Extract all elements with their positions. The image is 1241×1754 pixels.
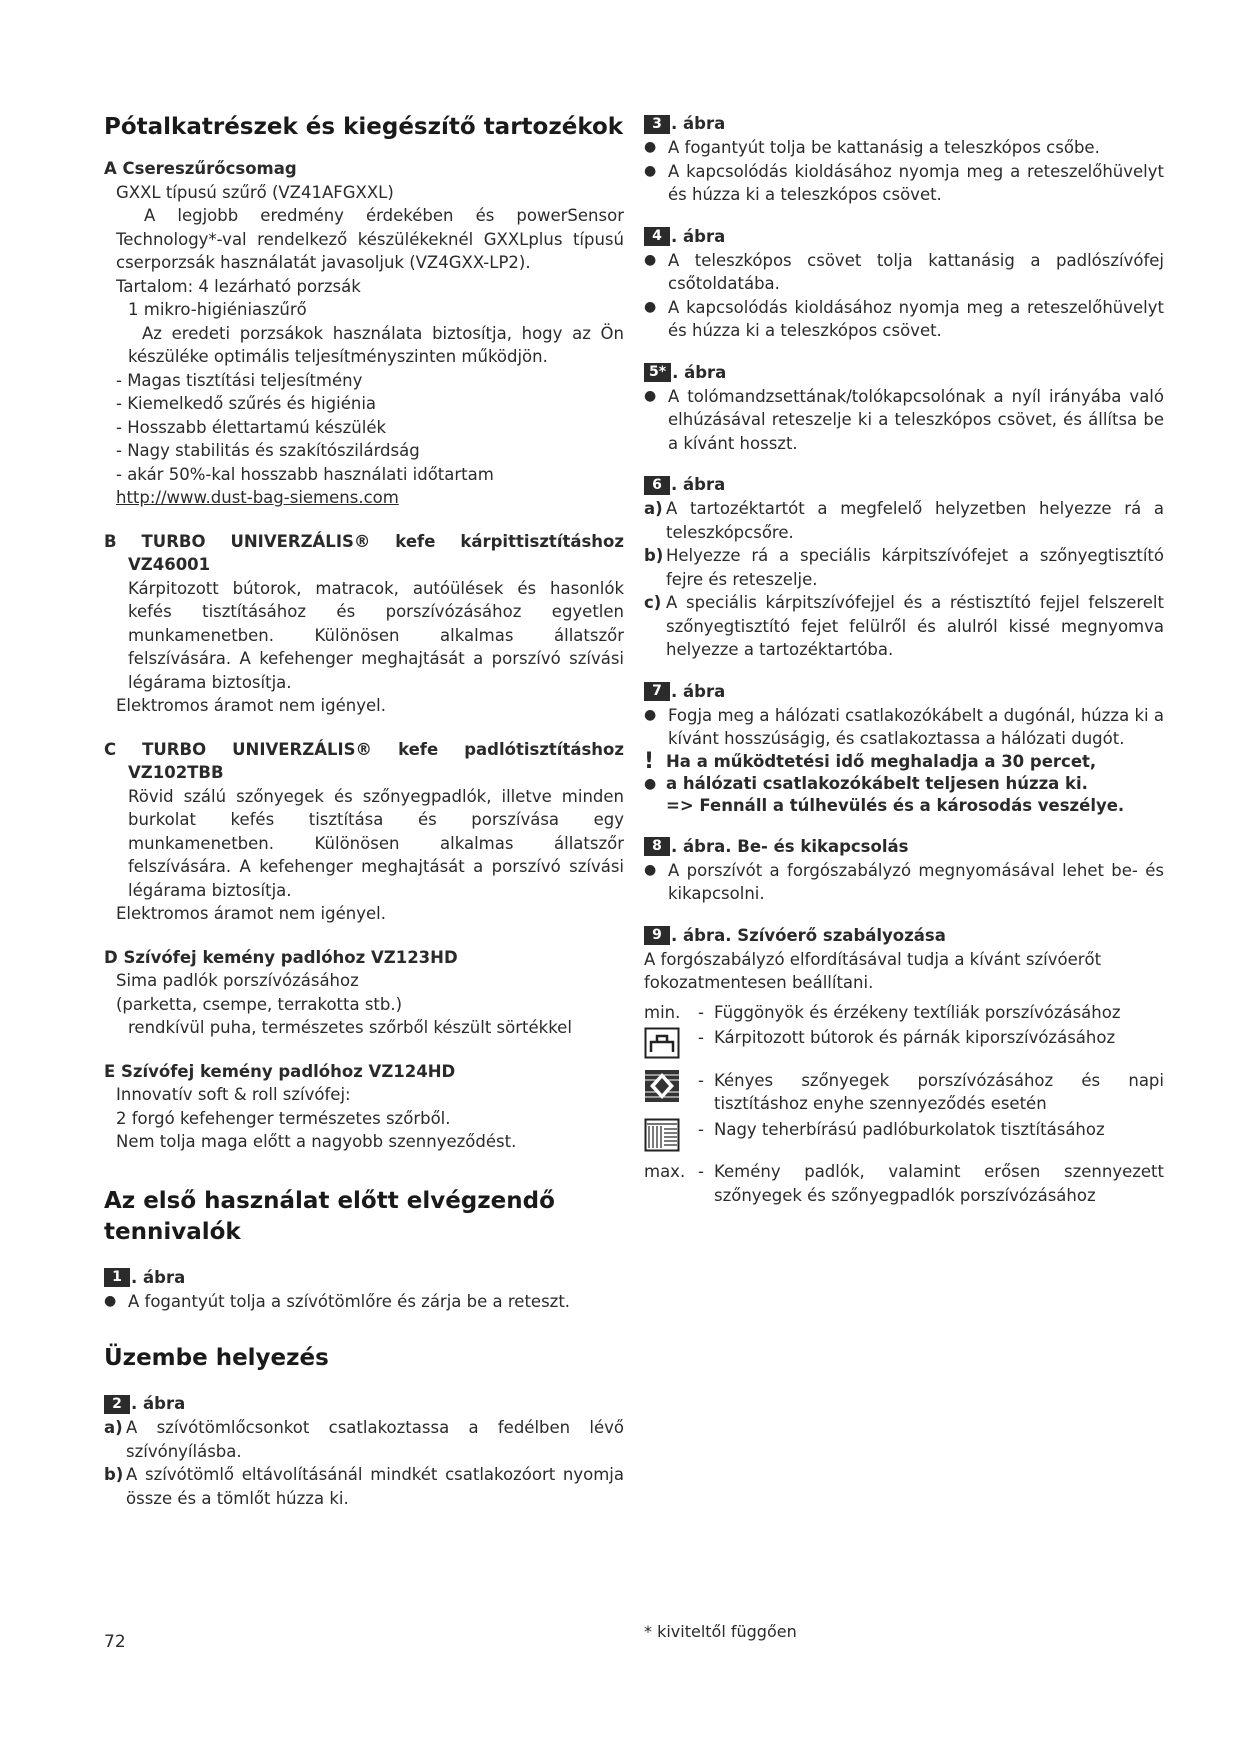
step-item — [104, 1416, 624, 1463]
list-item: - Magas tisztítási teljesítmény — [116, 370, 363, 390]
bullet-icon: ● — [644, 162, 657, 179]
bullet-item — [644, 704, 1164, 751]
warning-line — [644, 748, 1164, 774]
bullet-icon: ● — [644, 387, 657, 404]
step-key: b) — [644, 546, 664, 565]
section-b-code: VZ46001 — [128, 555, 211, 574]
step-item — [644, 544, 1164, 591]
warning-text: Ha a működtetési idő meghaladja a 30 percet, — [666, 751, 1097, 771]
figure-5-caption — [644, 361, 1164, 385]
figure-number-badge: 3 — [644, 115, 670, 134]
section-a-line1: GXXL típusú szűrő (VZ41AFGXXL) — [116, 182, 394, 202]
bullet-icon: ● — [644, 298, 657, 315]
step-key: a) — [644, 499, 663, 518]
bullet-text: A tolómandzsettának/tolókapcsolónak a nyíl irányába való elhúzásával reteszelje ki a teleszkópos csövet, és állítsa be a kívánt hosszt. — [668, 386, 1164, 453]
list-item: - akár 50%-kal hosszabb használati időtartam — [116, 464, 494, 484]
section-a-contents: Tartalom: 4 lezárható porzsák — [116, 276, 361, 296]
step-item — [644, 497, 1164, 544]
bullet-item — [644, 296, 1164, 343]
figure-8-caption — [644, 835, 1164, 859]
suction-mode-min: min. - Függönyök és érzékeny textíliák porszívózásához — [644, 1001, 1164, 1025]
section-e-line1: Innovatív soft & roll szívófej: — [116, 1085, 351, 1104]
step-key: b) — [104, 1465, 124, 1484]
section-b-note: Elektromos áramot nem igényel. — [116, 696, 386, 715]
suction-mode-max: max. - Kemény padlók, valamint erősen szennyezett szőnyegek és szőnyegpadlók porszívózásához — [644, 1160, 1164, 1207]
figure-label: . ábra — [671, 475, 726, 494]
heading-commissioning: Üzembe helyezés — [104, 1345, 329, 1371]
warning-text: a hálózati csatlakozókábelt teljesen húzza ki. — [666, 773, 1088, 793]
bullet-item — [104, 1290, 624, 1314]
section-a-title: A Csereszűrőcsomag — [104, 159, 297, 178]
right-column — [644, 112, 1164, 1207]
step-text: A speciális kárpitszívófejjel és a réstisztító fejjel felszerelt szőnyegtisztító fejet felülről és alulról kissé megnyomva helyezze a tartozéktartóba. — [666, 593, 1164, 659]
figure-number-badge: 6 — [644, 476, 670, 495]
figure-number-badge: 1 — [104, 1268, 130, 1287]
figure-9-caption — [644, 924, 1164, 948]
step-item — [644, 591, 1164, 662]
bullet-icon: ● — [644, 139, 657, 155]
heading-spare-parts: Pótalkatrészek és kiegészítő tartozékok — [104, 114, 624, 140]
figure-label: . ábra — [671, 681, 726, 701]
figure-number-badge: 5* — [644, 363, 671, 382]
suction-mode-floor: - Nagy teherbírású padlóburkolatok tisztításához — [644, 1118, 1164, 1159]
list-item: - Nagy stabilitás és szakítószilárdság — [116, 441, 420, 460]
page-number: 72 — [104, 1632, 126, 1652]
section-b-body: Kárpitozott bútorok, matracok, autóülések és hasonlók kefés tisztításához és porszívózásához egyetlen munkamenetben. Különösen alkalmas állatszőr felszívására. A kefehenger meghajtását a porszívó szívási légárama biztosítja. — [128, 578, 624, 692]
section-a-line5: Az eredeti porzsákok használata biztosítja, hogy az Ön készüléke optimális teljesítményszinten működjön. — [128, 323, 624, 366]
list-item: - Kiemelkedő szűrés és higiénia — [116, 394, 377, 413]
bullet-text: A kapcsolódás kioldásához nyomja meg a reteszelőhüvelyt és húzza ki a teleszkópos csövet. — [668, 161, 1164, 204]
section-e-line3: Nem tolja maga előtt a nagyobb szennyeződést. — [116, 1132, 517, 1151]
figure-3-caption — [644, 112, 1164, 136]
figure-2-caption — [104, 1392, 624, 1416]
bullet-icon: ● — [644, 251, 657, 268]
section-e-line2: 2 forgó kefehenger természetes szőrből. — [116, 1108, 451, 1128]
section-d-line2: (parketta, csempe, terrakotta stb.) — [116, 994, 403, 1014]
section-d-line1: Sima padlók porszívózásához — [116, 971, 359, 990]
bullet-icon: ● — [644, 706, 657, 723]
bullet-icon: ● — [644, 861, 657, 878]
bullet-icon: ● — [104, 1292, 117, 1309]
bullet-item — [644, 136, 1164, 160]
warning-text: => Fennáll a túlhevülés és a károsodás veszélye. — [666, 795, 1125, 815]
floor-tiles-icon — [644, 1118, 698, 1159]
figure-7-caption — [644, 680, 1164, 704]
step-item — [104, 1463, 624, 1510]
warning-line — [644, 773, 1164, 795]
step-text: A szívótömlő eltávolításánál mindkét csatlakozóort nyomja össze és a tömlőt húzza ki. — [126, 1465, 624, 1508]
figure-label: . ábra — [671, 114, 726, 133]
section-b-title: B TURBO UNIVERZÁLIS® kefe kárpittisztításhoz — [104, 531, 624, 551]
suction-intro: A forgószabályzó elfordításával tudja a kívánt szívóerőt fokozatmentesen beállítani. — [644, 949, 1102, 992]
section-c-note: Elektromos áramot nem igényel. — [116, 904, 386, 923]
figure-4-caption — [644, 225, 1164, 249]
left-column — [104, 112, 624, 1510]
section-a-filter: 1 mikro-higiéniaszűrő — [128, 300, 307, 319]
figure-number-badge: 4 — [644, 227, 670, 246]
min-label: min. — [644, 1002, 681, 1022]
section-e-title: E Szívófej kemény padlóhoz VZ124HD — [104, 1061, 456, 1081]
section-d-title: D Szívófej kemény padlóhoz VZ123HD — [104, 947, 458, 967]
carpet-diamond-icon — [644, 1069, 698, 1116]
bullet-icon: ● — [644, 775, 657, 792]
figure-label: . ábra — [672, 362, 727, 382]
bullet-item — [644, 160, 1164, 207]
figure-number-badge: 9 — [644, 926, 670, 945]
section-d — [104, 946, 624, 1040]
section-c-body: Rövid szálú szőnyegek és szőnyegpadlók, illetve minden burkolat kefés tisztítása és porszívása egy munkamenetben. Különösen alkalmas állatszőr felszívására. A kefehenger meghajtását a porszívó szívási légárama biztosítja. — [128, 786, 624, 900]
figure-label: . ábra. Be- és kikapcsolás — [671, 836, 909, 856]
figure-label: . ábra — [131, 1267, 186, 1287]
bullet-item — [644, 385, 1164, 456]
dust-bag-link[interactable]: http://www.dust-bag-siemens.com — [116, 488, 399, 507]
step-key: c) — [644, 593, 662, 612]
section-a — [104, 157, 624, 510]
figure-number-badge: 7 — [644, 682, 670, 701]
section-a-line2: A legjobb eredmény érdekében és powerSensor Technology*-val rendelkező készülékeknél GXXLplus típusú cserporzsák használatát javasoljuk (VZ4GXX-LP2). — [116, 206, 624, 272]
step-text: Helyezze rá a speciális kárpitszívófejet a szőnyegtisztító fejre és reteszelje. — [666, 546, 1164, 589]
bullet-item — [644, 249, 1164, 296]
footnote: * kiviteltől függően — [644, 1622, 797, 1641]
mode-text: Kárpitozott bútorok és párnák kiporszívózásához — [714, 1028, 1116, 1047]
mode-text: Kényes szőnyegek porszívózásához és napi tisztításhoz enyhe szennyeződés esetén — [714, 1070, 1164, 1113]
bullet-text: A fogantyút tolja a szívótömlőre és zárja be a reteszt. — [128, 1291, 571, 1311]
bullet-text: A kapcsolódás kioldásához nyomja meg a reteszelőhüvelyt és húzza ki a teleszkópos csövet. — [668, 297, 1164, 340]
max-label: max. — [644, 1162, 686, 1181]
list-item: - Hosszabb élettartamú készülék — [116, 417, 387, 437]
section-d-line3: rendkívül puha, természetes szőrből készült sörtékkel — [128, 1018, 572, 1037]
mode-text: Nagy teherbírású padlóburkolatok tisztításához — [714, 1119, 1105, 1139]
section-b — [104, 530, 624, 718]
bullet-text: A fogantyút tolja be kattanásig a teleszkópos csőbe. — [668, 138, 1100, 157]
mode-text: Kemény padlók, valamint erősen szennyezett szőnyegek és szőnyegpadlók porszívózásához — [714, 1162, 1164, 1205]
step-key: a) — [104, 1418, 123, 1437]
step-text: A szívótömlőcsonkot csatlakoztassa a fedélben lévő szívónyílásba. — [126, 1418, 624, 1461]
exclamation-icon: ! — [644, 748, 655, 774]
figure-label: . ábra. Szívóerő szabályozása — [671, 925, 946, 945]
step-text: A tartozéktartót a megfelelő helyzetben helyezze rá a teleszkópcsőre. — [666, 499, 1164, 542]
section-c-title: C TURBO UNIVERZÁLIS® kefe padlótisztításhoz — [104, 739, 624, 759]
section-c — [104, 738, 624, 926]
bullet-item — [644, 859, 1164, 906]
figure-number-badge: 8 — [644, 837, 670, 856]
figure-number-badge: 2 — [104, 1395, 130, 1414]
heading-first-use: Az első használat előtt elvégzendő tennivalók — [104, 1187, 555, 1245]
figure-1-caption — [104, 1266, 624, 1290]
figure-label: . ábra — [671, 226, 726, 246]
warning-line — [644, 795, 1164, 817]
section-e — [104, 1060, 624, 1154]
figure-label: . ábra — [131, 1394, 186, 1413]
bullet-text: A porszívót a forgószabályzó megnyomásával lehet be- és kikapcsolni. — [668, 860, 1164, 903]
mode-text: Függönyök és érzékeny textíliák porszívózásához — [714, 1002, 1121, 1022]
bullet-text: A teleszkópos csövet tolja kattanásig a padlószívófej csőtoldatába. — [668, 250, 1164, 293]
bullet-text: Fogja meg a hálózati csatlakozókábelt a dugónál, húzza ki a kívánt hosszúságig, és csatlakoztassa a hálózati dugót. — [668, 705, 1164, 748]
section-c-code: VZ102TBB — [128, 763, 224, 782]
suction-mode-upholstery: - Kárpitozott bútorok és párnák kiporszívózásához — [644, 1026, 1164, 1067]
figure-6-caption — [644, 473, 1164, 497]
suction-mode-carpet: - Kényes szőnyegek porszívózásához és napi tisztításhoz enyhe szennyeződés esetén — [644, 1069, 1164, 1116]
sofa-icon — [644, 1026, 698, 1067]
